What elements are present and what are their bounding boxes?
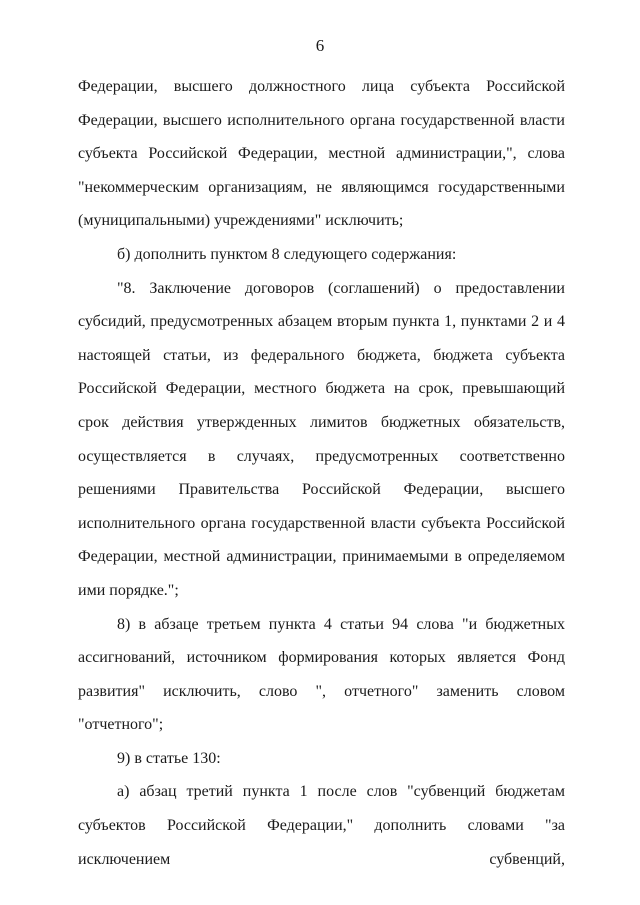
page-number: 6 bbox=[315, 36, 325, 55]
paragraph-point-9: 9) в статье 130: bbox=[117, 749, 221, 767]
document-body bbox=[78, 70, 565, 876]
paragraph-item-a: а) абзац третий пункта 1 после слов "субвенций бюджетам субъектов Российской Федерации," дополнить словами "за исключением субвенций, bbox=[78, 783, 565, 868]
paragraph-point-8: 8) в абзаце третьем пункта 4 статьи 94 слова "и бюджетных ассигнований, источником формирования которых является Фонд развития" исключить, слово ", отчетного" заменить словом "отчетного"; bbox=[78, 615, 565, 734]
paragraph-item-8-quote: "8. Заключение договоров (соглашений) о предоставлении субсидий, предусмотренных абзацем вторым пункта 1, пунктами 2 и 4 настоящей статьи, из федерального бюджета, бюджета субъекта Российской Федерации, местного бюджета на срок, превышающий срок действия утвержденных лимитов бюджетных обязательств, осуществляется в случаях, предусмотренных соответственно решениями Правительства Российской Федерации, высшего исполнительного органа государственной власти субъекта Российской Федерации, местной администрации, принимаемыми в определяемом ими порядке."; bbox=[78, 279, 565, 599]
paragraph-item-b: б) дополнить пунктом 8 следующего содержания: bbox=[117, 245, 457, 263]
paragraph-continuation: Федерации, высшего должностного лица субъекта Российской Федерации, высшего исполнительного органа государственной власти субъекта Российской Федерации, местной администрации,", слова "некоммерческим организациям, не являющимся государственными (муниципальными) учреждениями" исключить; bbox=[78, 78, 565, 230]
